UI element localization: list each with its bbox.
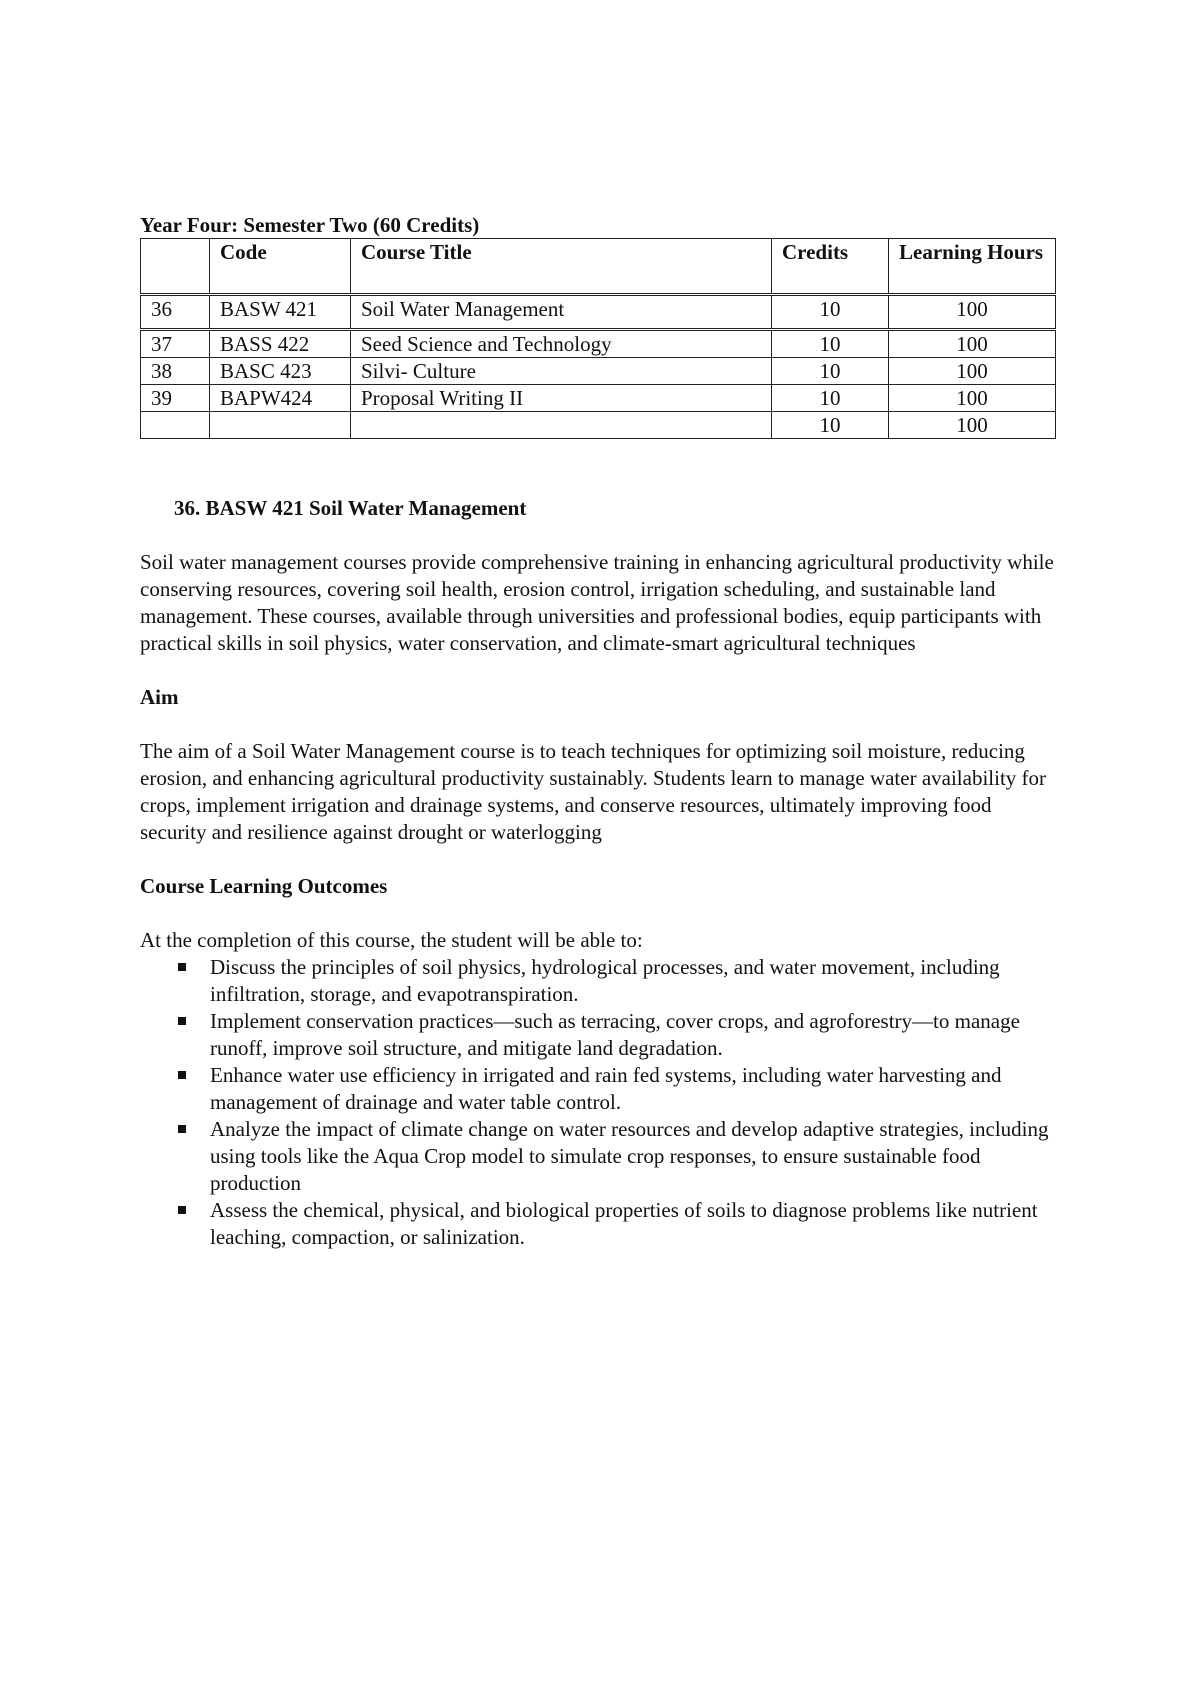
row-credits: 10 (772, 358, 889, 385)
list-item (140, 1197, 1060, 1251)
outcome-text: Enhance water use efficiency in irrigated and rain fed systems, including water harvesting and management of drainage and water table control. (210, 1063, 1002, 1114)
table-header-row (141, 239, 1056, 295)
row-learning-hours: 100 (889, 412, 1056, 439)
outcome-text: Assess the chemical, physical, and biological properties of soils to diagnose problems like nutrient leaching, compaction, or salinization. (210, 1198, 1038, 1249)
row-course-title (351, 412, 772, 439)
row-number: 39 (141, 385, 210, 412)
list-item (140, 954, 1060, 1008)
table-row (141, 385, 1056, 412)
row-code: BAPW424 (210, 385, 351, 412)
table-row (141, 330, 1056, 358)
square-bullet-icon (178, 1017, 186, 1025)
outcome-text: Analyze the impact of climate change on water resources and develop adaptive strategies, including using tools like the Aqua Crop model to simulate crop responses, to ensure sustainable food production (210, 1117, 1049, 1195)
row-learning-hours: 100 (889, 295, 1056, 330)
row-course-title: Silvi- Culture (351, 358, 772, 385)
square-bullet-icon (178, 1206, 186, 1214)
row-learning-hours: 100 (889, 358, 1056, 385)
row-credits: 10 (772, 295, 889, 330)
outcome-text: Implement conservation practices—such as terracing, cover crops, and agroforestry—to manage runoff, improve soil structure, and mitigate land degradation. (210, 1009, 1020, 1060)
row-number: 38 (141, 358, 210, 385)
header-course-title: Course Title (351, 239, 772, 295)
table-title: Year Four: Semester Two (60 Credits) (140, 213, 480, 237)
row-course-title: Proposal Writing II (351, 385, 772, 412)
aim-paragraph: The aim of a Soil Water Management course is to teach techniques for optimizing soil moisture, reducing erosion, and enhancing agricultural productivity sustainably. Students learn to manage water availability for crops, implement irrigation and drainage systems, and conserve resources, ultimately improving food security and resilience against drought or waterlogging (140, 739, 1047, 844)
header-number (141, 239, 210, 295)
list-item (140, 1062, 1060, 1116)
row-number: 36 (141, 295, 210, 330)
square-bullet-icon (178, 963, 186, 971)
outcomes-heading: Course Learning Outcomes (140, 874, 388, 898)
courses-table (140, 238, 1056, 439)
row-code: BASS 422 (210, 330, 351, 358)
row-number (141, 412, 210, 439)
row-course-title: Soil Water Management (351, 295, 772, 330)
table-row (141, 358, 1056, 385)
table-row (141, 295, 1056, 330)
row-learning-hours: 100 (889, 330, 1056, 358)
header-learning-hours: Learning Hours (889, 239, 1056, 295)
list-item (140, 1116, 1060, 1197)
row-course-title: Seed Science and Technology (351, 330, 772, 358)
outcome-text: Discuss the principles of soil physics, hydrological processes, and water movement, including infiltration, storage, and evapotranspiration. (210, 955, 1000, 1006)
document-page (140, 212, 1060, 1251)
row-credits: 10 (772, 385, 889, 412)
aim-heading: Aim (140, 685, 179, 709)
list-item (140, 1008, 1060, 1062)
row-code: BASW 421 (210, 295, 351, 330)
row-credits: 10 (772, 330, 889, 358)
outcomes-intro: At the completion of this course, the student will be able to: (140, 928, 643, 952)
header-credits: Credits (772, 239, 889, 295)
header-code: Code (210, 239, 351, 295)
row-learning-hours: 100 (889, 385, 1056, 412)
square-bullet-icon (178, 1125, 186, 1133)
row-code (210, 412, 351, 439)
square-bullet-icon (178, 1071, 186, 1079)
section-heading: 36. BASW 421 Soil Water Management (174, 496, 527, 520)
intro-paragraph: Soil water management courses provide comprehensive training in enhancing agricultural productivity while conserving resources, covering soil health, erosion control, irrigation scheduling, and sustainable land management. These courses, available through universities and professional bodies, equip participants with practical skills in soil physics, water conservation, and climate-smart agricultural techniques (140, 550, 1054, 655)
outcomes-list (140, 954, 1060, 1251)
row-code: BASC 423 (210, 358, 351, 385)
table-total-row (141, 412, 1056, 439)
row-credits: 10 (772, 412, 889, 439)
row-number: 37 (141, 330, 210, 358)
